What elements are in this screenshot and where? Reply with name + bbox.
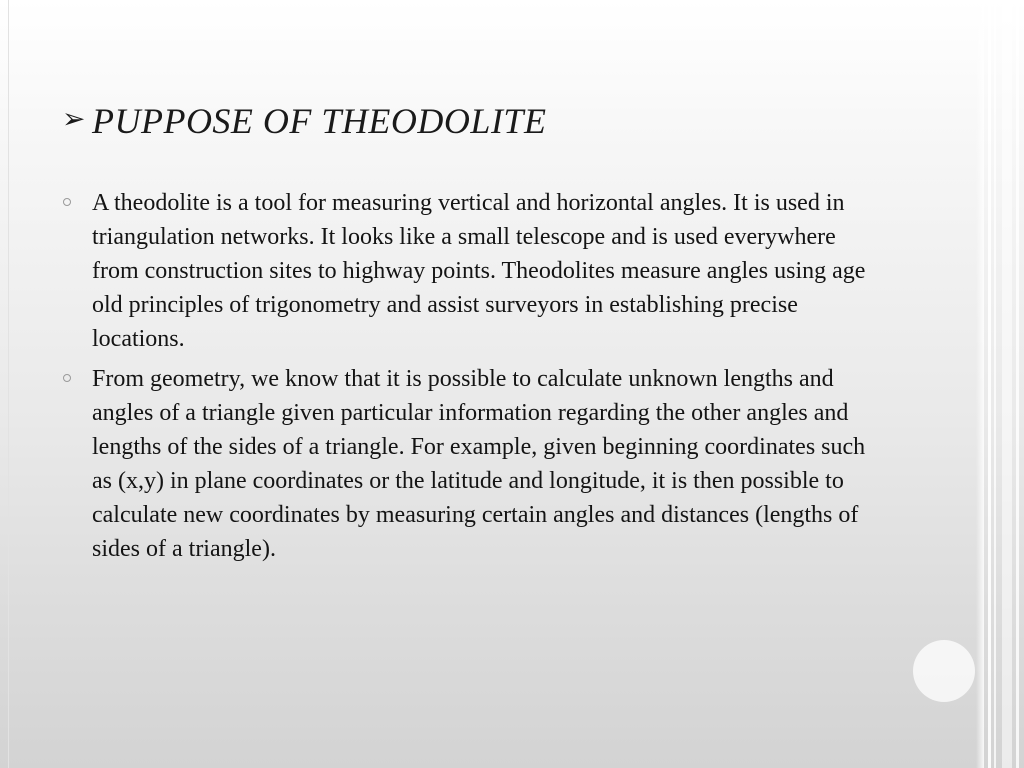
stripe <box>1002 0 1012 768</box>
bullet-list <box>60 186 880 572</box>
decorative-circle <box>913 640 975 702</box>
stripe <box>994 0 996 768</box>
right-decorative-stripes <box>976 0 1024 768</box>
bullet-text: From geometry, we know that it is possible to calculate unknown lengths and angles of a triangle given particular information regarding the other angles and lengths of the sides of a triangle. For example, given beginning coordinates such as (x,y) in plane coordinates or the latitude and longitude, it is then possible to calculate new coordinates by measuring certain angles and distances (lengths of sides of a triangle). <box>92 366 866 562</box>
bullet-item <box>60 186 880 356</box>
circle-bullet-icon <box>63 374 71 382</box>
bullet-text: A theodolite is a tool for measuring vertical and horizontal angles. It is used in triangulation networks. It looks like a small telescope and is used everywhere from construction sites to highway points. Theodolites measure angles using age old principles of trigonometry and assist surveyors in establishing precise locations. <box>92 190 866 352</box>
bullet-item <box>60 362 880 566</box>
stripe <box>976 0 984 768</box>
slide-title-text: PUPPOSE OF THEODOLITE <box>91 101 547 141</box>
left-border-line <box>8 0 9 768</box>
stripe <box>1016 0 1019 768</box>
slide-title <box>62 100 546 142</box>
arrow-bullet-icon: ➢ <box>62 104 86 135</box>
stripe <box>988 0 991 768</box>
circle-bullet-icon <box>63 198 71 206</box>
